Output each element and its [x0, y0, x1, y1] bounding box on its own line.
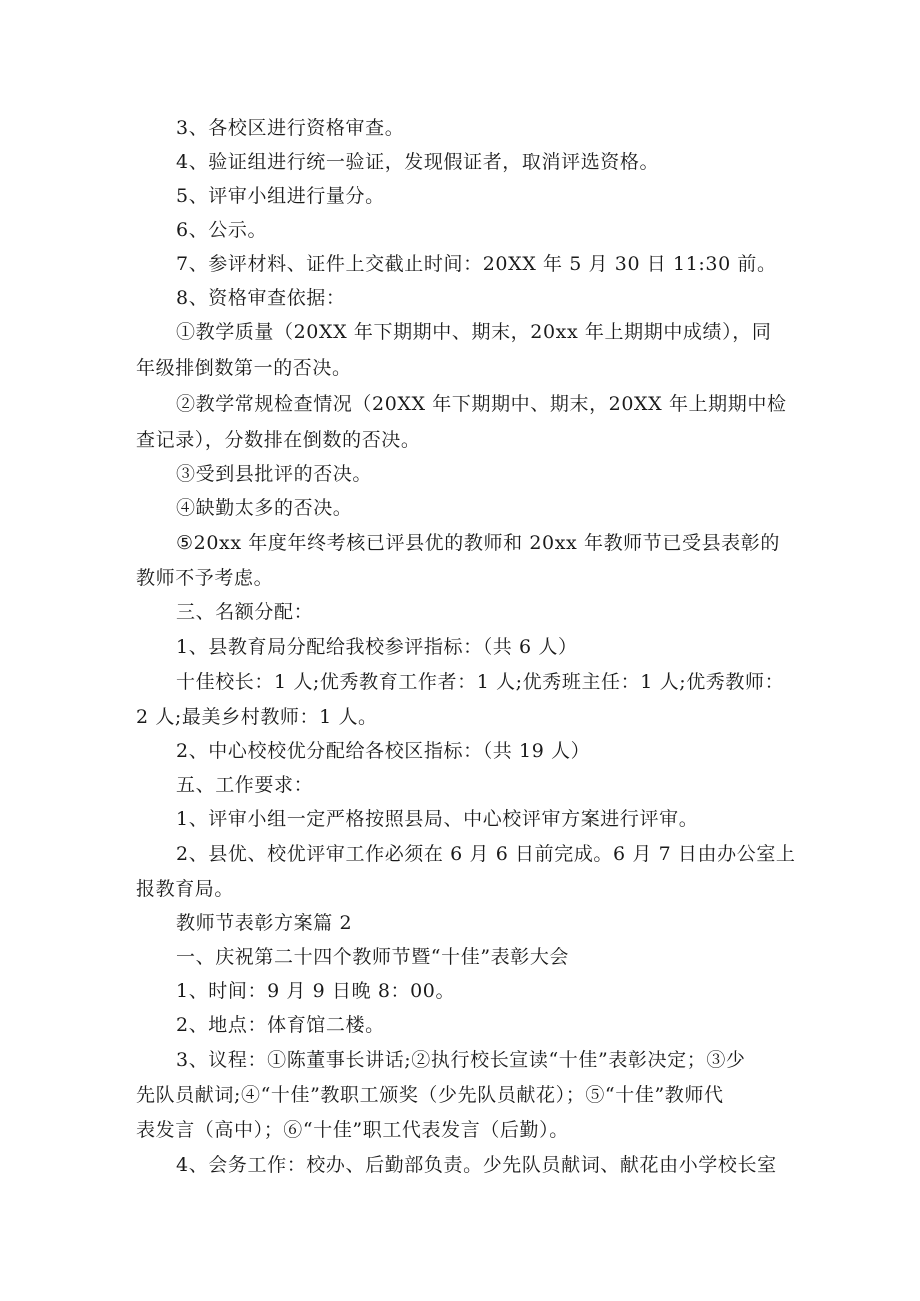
- paragraph-line: 3、议程：①陈董事长讲话;②执行校长宣读“十佳”表彰决定；③少: [176, 1049, 746, 1071]
- paragraph-line: 年级排倒数第一的否决。: [136, 357, 352, 379]
- paragraph-line: 2、地点：体育馆二楼。: [176, 1014, 385, 1036]
- paragraph-line: 6、公示。: [176, 219, 268, 241]
- paragraph-line: ⑤20xx 年度年终考核已评县优的教师和 20xx 年教师节已受县表彰的: [176, 532, 780, 554]
- paragraph-line: 先队员献词;④“十佳”教职工颁奖（少先队员献花）；⑤“十佳”教师代: [136, 1084, 724, 1106]
- paragraph-line: ②教学常规检查情况（20XX 年下期期中、期末，20XX 年上期期中检: [176, 393, 787, 415]
- paragraph-line: ①教学质量（20XX 年下期期中、期末，20xx 年上期期中成绩），同: [176, 321, 772, 343]
- paragraph-line: 三、名额分配：: [176, 601, 314, 623]
- paragraph-line: 5、评审小组进行量分。: [176, 185, 385, 207]
- paragraph-line: 4、会务工作：校办、后勤部负责。少先队员献词、献花由小学校长室: [176, 1154, 777, 1176]
- paragraph-line: 4、验证组进行统一验证，发现假证者，取消评选资格。: [176, 151, 660, 173]
- paragraph-line: 报教育局。: [136, 878, 235, 900]
- paragraph-line: ③受到县批评的否决。: [176, 463, 373, 485]
- paragraph-line: ④缺勤太多的否决。: [176, 497, 353, 519]
- paragraph-line: 2 人;最美乡村教师：1 人。: [136, 706, 378, 728]
- paragraph-line: 教师不予考虑。: [136, 567, 274, 589]
- paragraph-line: 五、工作要求：: [176, 774, 314, 796]
- paragraph-line: 7、参评材料、证件上交截止时间：20XX 年 5 月 30 日 11:30 前。: [176, 253, 777, 275]
- paragraph-line: 表发言（高中）；⑥“十佳”职工代表发言（后勤）。: [136, 1119, 569, 1141]
- paragraph-line: 查记录），分数排在倒数的否决。: [136, 429, 421, 451]
- paragraph-line: 十佳校长：1 人;优秀教育工作者：1 人;优秀班主任：1 人;优秀教师：: [176, 671, 785, 693]
- paragraph-line: 2、县优、校优评审工作必须在 6 月 6 日前完成。6 月 7 日由办公室上: [176, 843, 796, 865]
- paragraph-line: 8、资格审查依据：: [176, 287, 346, 309]
- paragraph-line: 3、各校区进行资格审查。: [176, 117, 405, 139]
- section-title: 教师节表彰方案篇 2: [176, 912, 353, 934]
- paragraph-line: 1、时间：9 月 9 日晚 8：00。: [176, 980, 456, 1002]
- paragraph-line: 2、中心校校优分配给各校区指标：（共 19 人）: [176, 740, 591, 762]
- paragraph-line: 1、评审小组一定严格按照县局、中心校评审方案进行评审。: [176, 808, 699, 830]
- paragraph-line: 1、县教育局分配给我校参评指标：（共 6 人）: [176, 636, 578, 658]
- paragraph-line: 一、庆祝第二十四个教师节暨“十佳”表彰大会: [176, 946, 570, 968]
